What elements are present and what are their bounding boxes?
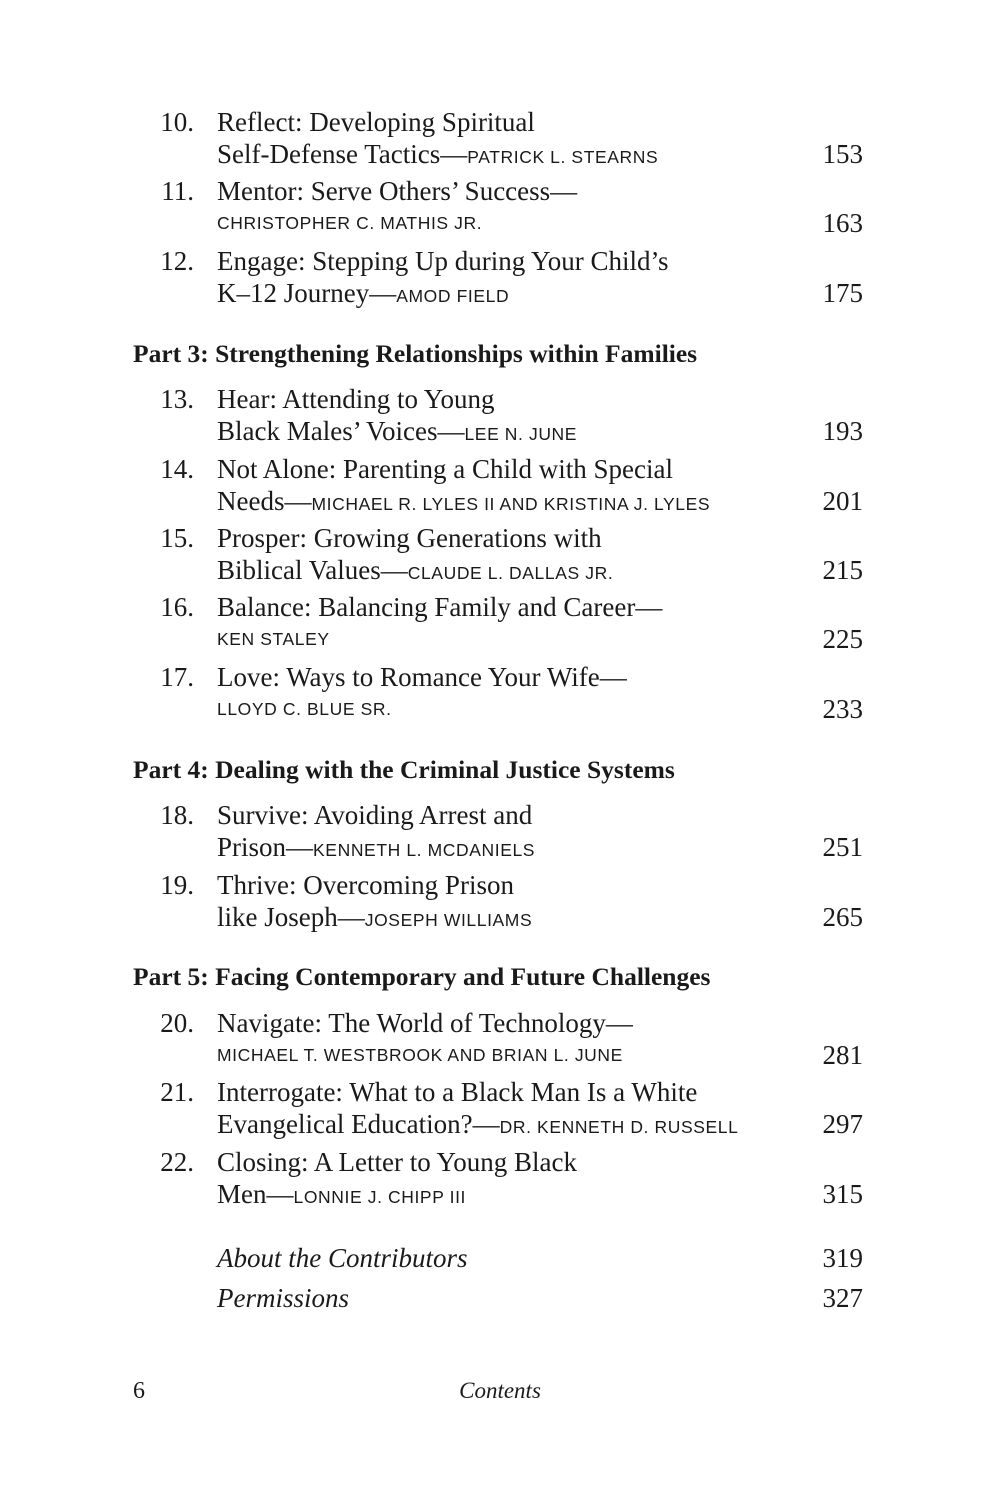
page-number: 319 xyxy=(822,1243,863,1273)
chapter-title: Thrive: Overcoming Prison xyxy=(217,870,514,900)
page-number: 297 xyxy=(822,1109,863,1139)
chapter-number: 16. xyxy=(160,592,194,622)
title-line: Black Males’ Voices— xyxy=(217,416,465,446)
chapter-title: Survive: Avoiding Arrest and xyxy=(217,800,533,830)
chapter-title: Navigate: The World of Technology— xyxy=(217,1008,633,1038)
chapter-author: KEN STALEY xyxy=(217,629,330,649)
chapter-number: 10. xyxy=(160,107,194,137)
title-line: Prison— xyxy=(217,832,314,862)
page-number: 163 xyxy=(822,208,863,238)
title-line: like Joseph— xyxy=(217,902,365,932)
chapter-number: 19. xyxy=(160,870,194,900)
title-line: Self-Defense Tactics— xyxy=(217,139,468,169)
chapter-number: 11. xyxy=(161,176,194,206)
chapter-number: 21. xyxy=(160,1077,194,1107)
folio-page-number: 6 xyxy=(133,1378,145,1404)
chapter-number: 15. xyxy=(160,523,194,553)
chapter-title: Reflect: Developing Spiritual xyxy=(217,107,535,137)
page-number: 153 xyxy=(822,139,863,169)
chapter-title: Engage: Stepping Up during Your Child’s xyxy=(217,246,669,276)
chapter-title-continued xyxy=(217,138,658,173)
chapter-author: CLAUDE L. DALLAS JR. xyxy=(407,563,614,583)
chapter-author: JOSEPH WILLIAMS xyxy=(364,910,533,930)
page-number: 233 xyxy=(822,694,863,724)
back-matter-title: Permissions xyxy=(217,1283,350,1313)
title-line: Biblical Values— xyxy=(217,555,408,585)
title-line: K–12 Journey— xyxy=(217,278,397,308)
chapter-author: AMOD FIELD xyxy=(396,286,510,306)
chapter-author: DR. KENNETH D. RUSSELL xyxy=(499,1117,739,1137)
chapter-title: Closing: A Letter to Young Black xyxy=(217,1147,578,1177)
title-line: Evangelical Education?— xyxy=(217,1109,500,1139)
chapter-number: 18. xyxy=(160,800,194,830)
running-footer-title: Contents xyxy=(459,1378,541,1403)
chapter-author: PATRICK L. STEARNS xyxy=(467,147,659,167)
chapter-number: 14. xyxy=(160,454,194,484)
chapter-title: Mentor: Serve Others’ Success— xyxy=(217,176,578,206)
chapter-author: KENNETH L. MCDANIELS xyxy=(313,840,536,860)
chapter-title: Prosper: Growing Generations with xyxy=(217,523,602,553)
page-number: 201 xyxy=(822,486,863,516)
part-4-heading: Part 4: Dealing with the Criminal Justice Systems xyxy=(133,755,675,784)
part-3-heading: Part 3: Strengthening Relationships within Families xyxy=(133,339,698,368)
chapter-author: LEE N. JUNE xyxy=(464,424,578,444)
page-number: 327 xyxy=(822,1283,863,1313)
chapter-author: LLOYD C. BLUE SR. xyxy=(217,699,392,719)
page-number: 265 xyxy=(822,902,863,932)
title-line: Needs— xyxy=(217,486,312,516)
page-number: 225 xyxy=(822,624,863,654)
chapter-number: 12. xyxy=(160,246,194,276)
page-number: 251 xyxy=(822,832,863,862)
chapter-number: 22. xyxy=(160,1147,194,1177)
chapter-number: 20. xyxy=(160,1008,194,1038)
page-number: 193 xyxy=(822,416,863,446)
chapter-title: Interrogate: What to a Black Man Is a White xyxy=(217,1077,698,1107)
page-number: 281 xyxy=(822,1040,863,1070)
chapter-title: Not Alone: Parenting a Child with Special xyxy=(217,454,673,484)
page-number: 315 xyxy=(822,1179,863,1209)
chapter-number: 17. xyxy=(160,662,194,692)
chapter-author: MICHAEL T. WESTBROOK AND BRIAN L. JUNE xyxy=(217,1045,623,1065)
chapter-title: Balance: Balancing Family and Career— xyxy=(217,592,663,622)
back-matter-title: About the Contributors xyxy=(217,1243,468,1273)
chapter-author: CHRISTOPHER C. MATHIS JR. xyxy=(217,213,483,233)
title-line: Men— xyxy=(217,1179,294,1209)
chapter-author: MICHAEL R. LYLES II AND KRISTINA J. LYLES xyxy=(311,494,711,514)
chapter-number: 13. xyxy=(160,384,194,414)
chapter-author: LONNIE J. CHIPP III xyxy=(293,1187,467,1207)
part-5-heading: Part 5: Facing Contemporary and Future Challenges xyxy=(133,962,711,991)
page-number: 215 xyxy=(822,555,863,585)
chapter-title: Hear: Attending to Young xyxy=(217,384,495,414)
page-number: 175 xyxy=(822,278,863,308)
chapter-title: Love: Ways to Romance Your Wife— xyxy=(217,662,627,692)
